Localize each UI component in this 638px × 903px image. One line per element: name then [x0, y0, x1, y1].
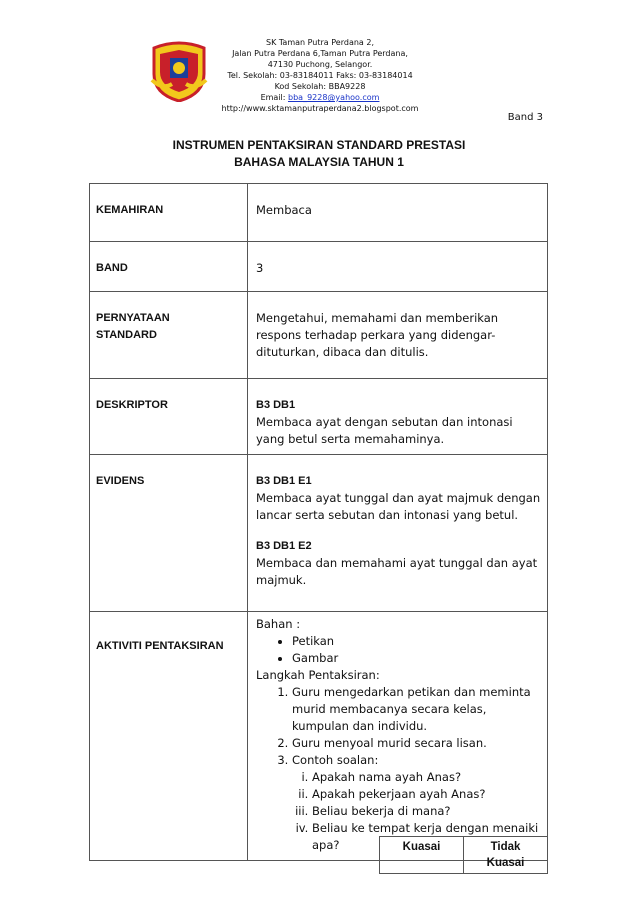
row-kemahiran: [90, 184, 548, 242]
band-tag: Band 3: [507, 112, 543, 123]
school-name: SK Taman Putra Perdana 2,: [265, 38, 374, 47]
bahan-item: • Petikan: [292, 633, 541, 650]
deskriptor-code: B3 DB1: [256, 399, 296, 411]
steps-list: [256, 684, 541, 854]
school-code: Kod Sekolah: BBA9228: [274, 82, 366, 91]
deskriptor-text: Membaca ayat dengan sebutan dan intonasi yang betul serta memahaminya.: [256, 415, 513, 446]
value-aktiviti: [248, 612, 548, 861]
value-band: 3: [248, 242, 548, 292]
bahan-list: [256, 633, 541, 667]
label-pernyataan: [90, 292, 248, 379]
row-evidens: [90, 455, 548, 612]
step-item: 2. Guru menyoal murid secara lisan.: [292, 735, 541, 752]
phone-fax: Tel. Sekolah: 03-83184011 Faks: 03-83184014: [227, 71, 413, 80]
bahan-label: Bahan :: [256, 617, 301, 631]
tidak-kuasai-cell[interactable]: [464, 837, 548, 874]
value-deskriptor: [248, 379, 548, 455]
row-band: [90, 242, 548, 292]
question-item: iv. Beliau ke tempat kerja dengan menaiki apa?: [312, 820, 541, 854]
evidens-e2-text: Membaca dan memahami ayat tunggal dan ayat majmuk.: [256, 556, 538, 587]
label-band: BAND: [90, 242, 248, 292]
email-label: Email:: [260, 93, 289, 102]
label-kemahiran: KEMAHIRAN: [90, 184, 248, 242]
label-pernyataan-line2: STANDARD: [96, 329, 157, 341]
evidens-e2-code: B3 DB1 E2: [256, 540, 312, 552]
step-text: Contoh soalan:: [292, 753, 379, 767]
document-subtitle: BAHASA MALAYSIA TAHUN 1: [234, 155, 404, 169]
question-item: iii. Beliau bekerja di mana?: [312, 803, 541, 820]
label-deskriptor: DESKRIPTOR: [90, 379, 248, 455]
result-table: [379, 836, 548, 874]
row-pernyataan: [90, 292, 548, 379]
email-line: [200, 92, 440, 103]
tidak-kuasai-line2: Kuasai: [486, 857, 525, 869]
value-evidens: [248, 455, 548, 612]
langkah-label: Langkah Pentaksiran:: [256, 668, 380, 682]
tidak-kuasai-line1: Tidak: [490, 841, 521, 853]
school-header: [200, 37, 440, 114]
label-evidens: EVIDENS: [90, 455, 248, 612]
step-item: 1. Guru mengedarkan petikan dan meminta murid membacanya secara kelas, kumpulan dan individu.: [292, 684, 541, 735]
question-item: ii. Apakah pekerjaan ayah Anas?: [312, 786, 541, 803]
document-title: INSTRUMEN PENTAKSIRAN STANDARD PRESTASI: [172, 138, 466, 152]
email-link[interactable]: bba_9228@yahoo.com: [288, 93, 380, 102]
label-aktiviti: AKTIVITI PENTAKSIRAN: [90, 612, 248, 861]
website-link[interactable]: http://www.sktamanputraperdana2.blogspot.com: [221, 104, 419, 113]
question-item: i. Apakah nama ayah Anas?: [312, 769, 541, 786]
address-line-1: Jalan Putra Perdana 6,Taman Putra Perdana,: [232, 49, 408, 58]
label-pernyataan-line1: PERNYATAAN: [96, 312, 170, 324]
assessment-table: [89, 183, 548, 861]
evidens-e1-code: B3 DB1 E1: [256, 475, 312, 487]
row-aktiviti: [90, 612, 548, 861]
bahan-item: • Gambar: [292, 650, 541, 667]
row-deskriptor: [90, 379, 548, 455]
value-kemahiran: Membaca: [248, 184, 548, 242]
kuasai-cell[interactable]: Kuasai: [380, 837, 464, 874]
address-line-2: 47130 Puchong, Selangor.: [267, 60, 373, 69]
evidens-e1-text: Membaca ayat tunggal dan ayat majmuk dengan lancar serta sebutan dan intonasi yang betul.: [256, 491, 541, 522]
value-pernyataan: Mengetahui, memahami dan memberikan respons terhadap perkara yang didengar-dituturkan, dibaca dan ditulis.: [248, 292, 548, 379]
